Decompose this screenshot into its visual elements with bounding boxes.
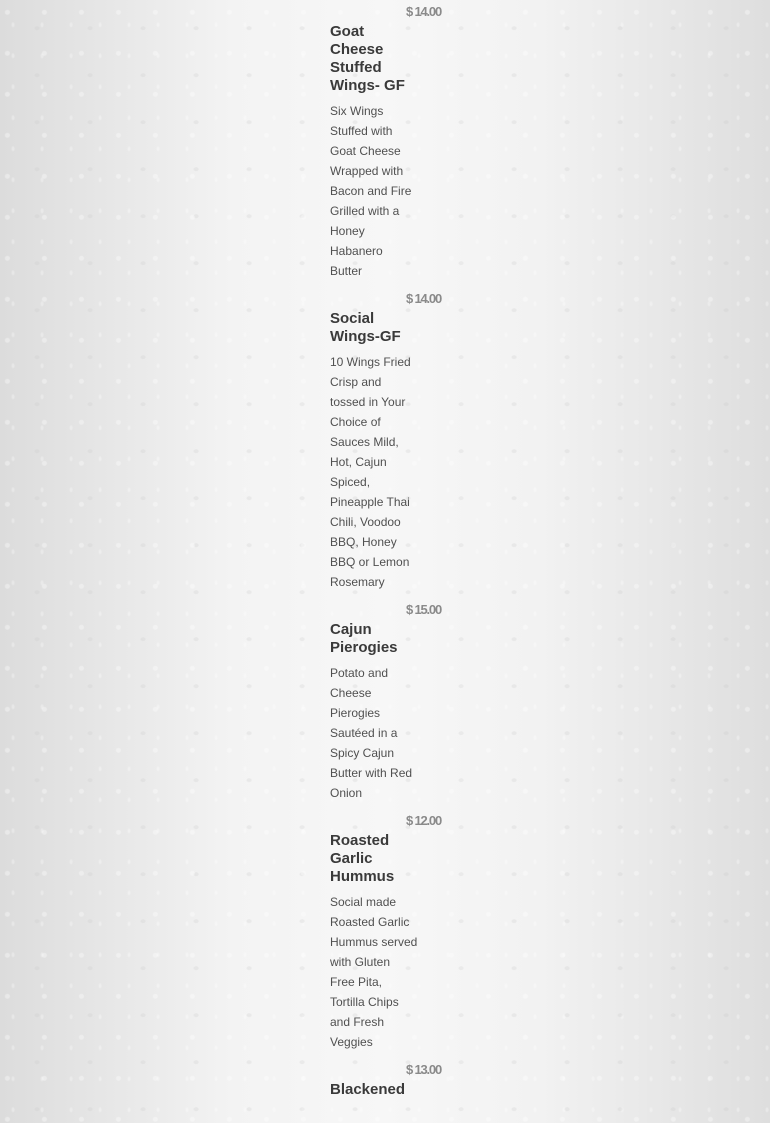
item-name: Goat Cheese Stuffed Wings- GF	[330, 23, 405, 94]
item-price: $ 14.00	[406, 291, 441, 306]
item-description: Potato and Cheese Pierogies Sautéed in a Spicy Cajun Butter with Red Onion	[330, 666, 413, 800]
item-name: Cajun Pierogies	[330, 621, 398, 656]
item-price: $ 13.00	[406, 1062, 441, 1077]
menu-item	[330, 602, 445, 803]
menu-item	[330, 813, 445, 1052]
menu-item	[330, 4, 445, 281]
item-name: Social Wings-GF	[330, 310, 401, 345]
item-description: Six Wings Stuffed with Goat Cheese Wrapped with Bacon and Fire Grilled with a Honey Habanero Butter	[330, 104, 412, 278]
menu-item	[330, 1062, 445, 1099]
item-description: Social made Roasted Garlic Hummus served with Gluten Free Pita, Tortilla Chips and Fresh Veggies	[330, 895, 418, 1049]
item-name: Roasted Garlic Hummus	[330, 832, 395, 885]
menu-list	[330, 0, 445, 1099]
item-description: 10 Wings Fried Crisp and tossed in Your Choice of Sauces Mild, Hot, Cajun Spiced, Pineapple Thai Chili, Voodoo BBQ, Honey BBQ or Lemon Rosemary	[330, 355, 411, 589]
item-name: Blackened	[330, 1081, 406, 1098]
item-price: $ 12.00	[406, 813, 441, 828]
item-price: $ 15.00	[406, 602, 441, 617]
item-price: $ 14.00	[406, 4, 441, 19]
menu-item	[330, 291, 445, 592]
